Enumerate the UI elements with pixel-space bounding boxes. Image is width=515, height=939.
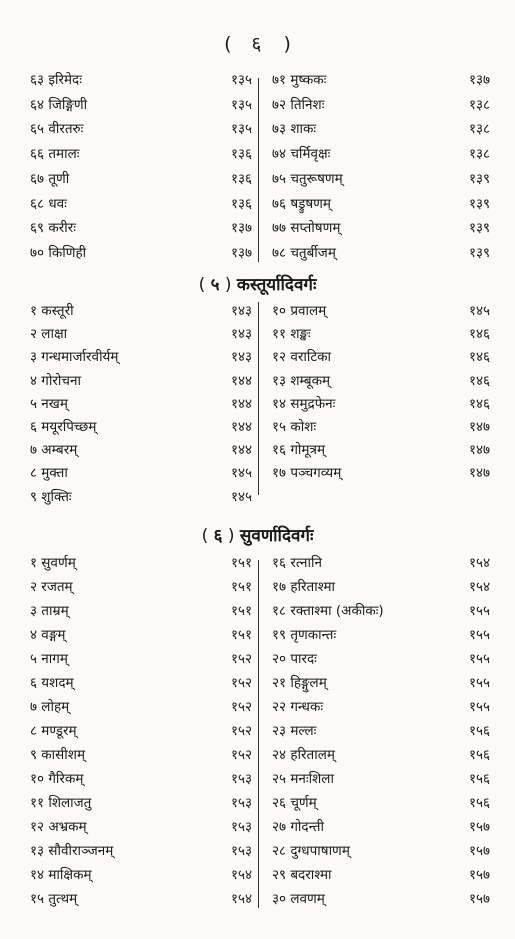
entry-name: १४ समुद्रफेनः: [272, 395, 336, 412]
entry-name: १५ कोशः: [272, 419, 317, 435]
entry-name: २ लाक्षा: [30, 326, 68, 343]
entry-name: ७२ तिनिशः: [272, 96, 325, 113]
entry-name: ६ यशदम्: [30, 675, 74, 691]
entry-page-number: १४६: [468, 326, 490, 343]
entry-page-number: १५४: [230, 867, 252, 883]
entry-page-number: १५५: [468, 627, 490, 643]
entry-name: ७५ चतुरूषणम्: [272, 170, 343, 187]
entry-name: ४ वङ्गम्: [30, 627, 66, 643]
entry-page-number: १३६: [230, 170, 252, 187]
entry-page-number: १४५: [230, 488, 252, 505]
entry-page-number: १५६: [468, 747, 490, 763]
entry-page-number: १५२: [230, 651, 252, 667]
section-heading: [0, 523, 515, 546]
entry-page-number: १५४: [468, 579, 490, 595]
entry-name: १६ गोमूत्रम्: [272, 442, 326, 459]
entry-page-number: १४६: [468, 372, 490, 389]
entry-page-number: १४६: [468, 349, 490, 366]
entry-name: ६७ तूणी: [30, 170, 70, 187]
entry-page-number: १३९: [468, 244, 490, 261]
entry-page-number: १३९: [468, 220, 490, 237]
entry-name: १२ वराटिका: [272, 349, 332, 366]
entry-name: २५ मनःशिला: [272, 771, 334, 787]
entry-page-number: १५७: [468, 843, 490, 859]
entry-page-number: १४३: [230, 303, 252, 319]
entry-page-number: १५७: [468, 891, 490, 907]
heading-close-paren: ): [219, 275, 237, 295]
entry-name: १९ तृणकान्तः: [272, 627, 337, 643]
entry-name: ७ अम्बरम्: [30, 442, 78, 459]
entry-name: ३ गन्धमार्जारवीर्यम्: [30, 349, 119, 366]
entry-name: २४ हरितालम्: [272, 747, 335, 763]
entry-page-number: १५६: [468, 795, 490, 811]
entry-page-number: १५२: [230, 699, 252, 715]
entry-page-number: १५५: [468, 675, 490, 691]
entry-page-number: १५१: [230, 603, 252, 619]
entry-page-number: १३५: [230, 72, 252, 88]
heading-open-paren: (: [201, 526, 214, 546]
entry-name: ६ मयूरपिच्छम्: [30, 419, 97, 435]
section-title: सुवर्णादिवर्गः: [239, 526, 314, 546]
entry-name: ६९ करीरः: [30, 220, 76, 237]
entry-page-number: १३७: [468, 72, 490, 88]
entry-page-number: १४४: [230, 395, 252, 412]
entry-name: ९ शुक्तिः: [30, 488, 72, 505]
entry-name: ६३ इरिमेदः: [30, 72, 82, 88]
entry-page-number: १५३: [230, 771, 252, 787]
entry-name: ६४ जिङ्गिणी: [30, 96, 88, 113]
entry-name: ७ लोहम्: [30, 699, 70, 715]
entry-name: १ सुवर्णम्: [30, 555, 76, 571]
entry-name: ९ कासीशम्: [30, 747, 86, 763]
entry-page-number: १३५: [230, 96, 252, 113]
entry-page-number: १४४: [230, 419, 252, 435]
entry-name: ७३ शाकः: [272, 121, 317, 138]
entry-page-number: १५४: [230, 891, 252, 907]
entry-page-number: १५३: [230, 795, 252, 811]
entry-name: १६ रत्नानि: [272, 555, 322, 571]
entry-page-number: १५३: [230, 843, 252, 859]
entry-page-number: १५६: [468, 723, 490, 739]
entry-page-number: १५५: [468, 651, 490, 667]
entry-page-number: १५५: [468, 699, 490, 715]
column-divider: [258, 78, 259, 262]
entry-page-number: १४३: [230, 326, 252, 343]
entry-page-number: १५१: [230, 579, 252, 595]
entry-name: १७ पञ्चगव्यम्: [272, 465, 342, 482]
entry-name: २७ गोदन्ती: [272, 819, 324, 835]
column-divider: [258, 302, 259, 495]
entry-name: ७१ मुष्ककः: [272, 72, 327, 88]
entry-name: ६८ धवः: [30, 195, 67, 212]
entry-name: ६५ वीरतरुः: [30, 121, 84, 138]
entry-page-number: १४५: [230, 465, 252, 482]
entry-name: २९ बदराश्मा: [272, 867, 332, 883]
entry-page-number: १५३: [230, 819, 252, 835]
entry-page-number: १३९: [468, 195, 490, 212]
section-number: ५: [210, 275, 220, 295]
entry-page-number: १३८: [468, 121, 490, 138]
entry-page-number: १५४: [468, 555, 490, 571]
heading-close-paren: ): [222, 526, 240, 546]
entry-name: ७४ चर्मिवृक्षः: [272, 146, 331, 163]
page-number-open-paren: (: [224, 33, 232, 55]
entry-page-number: १५१: [230, 555, 252, 571]
entry-name: २२ गन्धकः: [272, 699, 324, 715]
entry-name: १५ तुत्थम्: [30, 891, 78, 907]
section-number: ६: [213, 526, 223, 546]
entry-name: २८ दुग्धपाषाणम्: [272, 843, 350, 859]
entry-name: ७८ चतुर्बीजम्: [272, 244, 336, 261]
entry-name: १३ शम्बूकम्: [272, 372, 331, 389]
entry-page-number: १४७: [468, 442, 490, 459]
entry-name: १ कस्तूरी: [30, 303, 74, 319]
entry-name: १२ अभ्रकम्: [30, 819, 87, 835]
heading-open-paren: (: [198, 275, 211, 295]
entry-name: ११ शङ्खः: [272, 326, 311, 343]
entry-page-number: १३८: [468, 146, 490, 163]
entry-page-number: १५५: [468, 603, 490, 619]
entry-name: ४ गोरोचना: [30, 372, 81, 389]
entry-page-number: १५१: [230, 627, 252, 643]
entry-name: ३० लवणम्: [272, 891, 325, 907]
entry-page-number: १४६: [468, 395, 490, 412]
entry-page-number: १३८: [468, 96, 490, 113]
entry-page-number: १५७: [468, 867, 490, 883]
entry-page-number: १५६: [468, 771, 490, 787]
entry-page-number: १३६: [230, 146, 252, 163]
entry-page-number: १३७: [230, 220, 252, 237]
entry-page-number: १५२: [230, 723, 252, 739]
entry-page-number: १४३: [230, 349, 252, 366]
entry-name: ५ नागम्: [30, 651, 68, 667]
entry-page-number: १४४: [230, 372, 252, 389]
entry-name: ७६ षड्रुषणम्: [272, 195, 331, 212]
entry-name: २६ चूर्णम्: [272, 795, 317, 811]
section-title: कस्तूर्यादिवर्गः: [236, 275, 317, 295]
entry-name: ५ नखम्: [30, 395, 68, 412]
entry-name: ३ ताम्रम्: [30, 603, 69, 619]
entry-page-number: १५२: [230, 675, 252, 691]
entry-name: ११ शिलाजतु: [30, 795, 92, 811]
entry-page-number: १३९: [468, 170, 490, 187]
entry-name: २३ मल्लः: [272, 723, 317, 739]
entry-page-number: १४५: [468, 303, 490, 319]
page-number-value: ६: [251, 33, 262, 55]
entry-name: २ रजतम्: [30, 579, 73, 595]
section-heading: [0, 272, 515, 295]
entry-page-number: १४७: [468, 465, 490, 482]
entry-name: ६६ तमालः: [30, 146, 80, 163]
entry-page-number: १३६: [230, 195, 252, 212]
entry-name: १८ रक्ताश्मा (अकीकः): [272, 603, 384, 619]
entry-name: २० पारदः: [272, 651, 317, 667]
entry-name: ८ मुक्ता: [30, 465, 68, 482]
column-divider: [258, 560, 259, 908]
entry-name: २१ हिङ्गुलम्: [272, 675, 327, 691]
page-number-close-paren: ): [283, 33, 291, 55]
entry-name: १७ हरिताश्मा: [272, 579, 336, 595]
entry-name: १४ माक्षिकम्: [30, 867, 92, 883]
entry-page-number: १४७: [468, 419, 490, 435]
entry-page-number: १३७: [230, 244, 252, 261]
entry-name: १३ सौवीराञ्जनम्: [30, 843, 114, 859]
entry-name: १० प्रवालम्: [272, 303, 327, 319]
entry-name: ७० किणिही: [30, 244, 87, 261]
entry-name: १० गैरिकम्: [30, 771, 84, 787]
entry-page-number: १४४: [230, 442, 252, 459]
entry-page-number: १५२: [230, 747, 252, 763]
entry-name: ७७ सप्तोषणम्: [272, 220, 341, 237]
entry-page-number: १३५: [230, 121, 252, 138]
entry-page-number: १५७: [468, 819, 490, 835]
page-number: [0, 30, 515, 56]
entry-name: ८ मण्डूरम्: [30, 723, 77, 739]
